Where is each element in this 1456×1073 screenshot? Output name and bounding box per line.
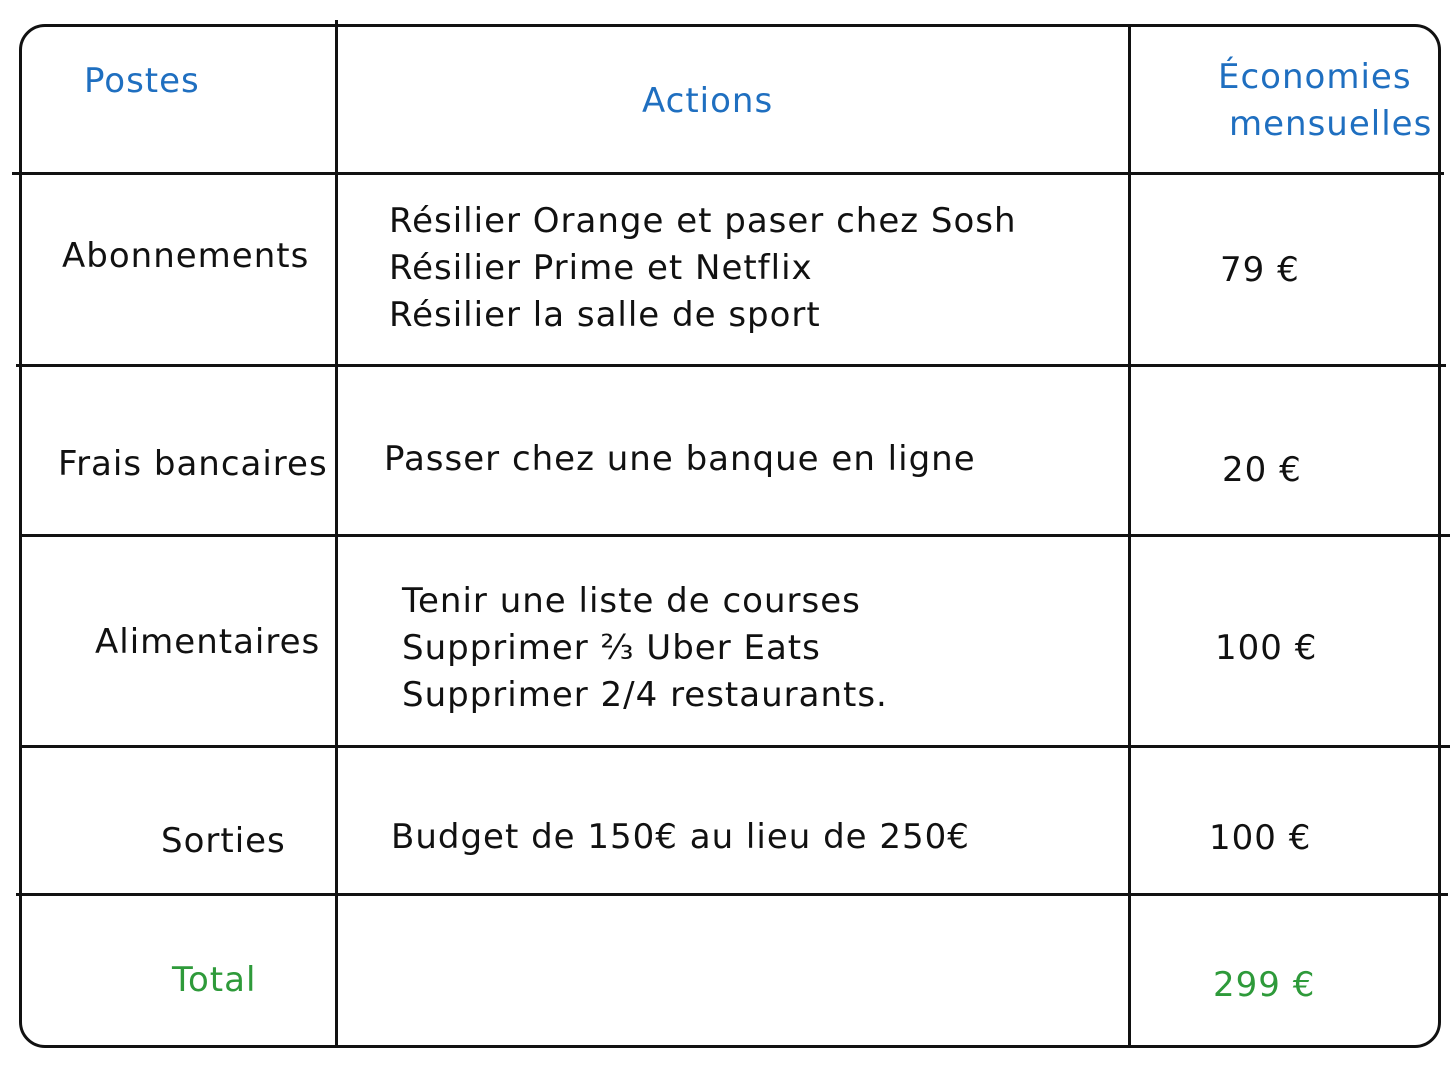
row-sorties-economie: 100 € [1209, 818, 1312, 858]
action-line: Passer chez une banque en ligne [384, 439, 976, 479]
action-line: Supprimer 2/4 restaurants. [402, 675, 888, 715]
row-abonnements-actions [389, 198, 1017, 339]
action-line: Résilier Prime et Netflix [389, 248, 813, 288]
total-value: 299 € [1213, 965, 1316, 1005]
action-line: Supprimer ⅔ Uber Eats [402, 628, 821, 668]
row-divider-4 [20, 745, 1450, 748]
row-abonnements-poste: Abonnements [62, 236, 310, 276]
action-line: Tenir une liste de courses [402, 581, 861, 621]
header-actions: Actions [642, 81, 774, 121]
header-postes: Postes [84, 61, 200, 101]
total-label: Total [172, 960, 257, 1000]
row-divider-1 [12, 172, 1444, 175]
row-frais-bancaires-actions [384, 436, 976, 483]
row-frais-bancaires-poste: Frais bancaires [58, 444, 328, 484]
action-line: Budget de 150€ au lieu de 250€ [391, 817, 970, 857]
row-divider-5 [16, 893, 1448, 896]
action-line: Résilier la salle de sport [389, 295, 821, 335]
row-alimentaires-poste: Alimentaires [95, 622, 321, 662]
header-economies-line1: Économies [1218, 57, 1412, 97]
row-divider-3 [20, 534, 1450, 537]
header-economies-line2: mensuelles [1229, 104, 1433, 144]
action-line: Résilier Orange et paser chez Sosh [389, 201, 1017, 241]
row-divider-2 [16, 364, 1446, 367]
row-sorties-poste: Sorties [161, 821, 286, 861]
row-alimentaires-actions [402, 578, 888, 719]
row-alimentaires-economie: 100 € [1215, 628, 1318, 668]
row-sorties-actions [391, 814, 970, 861]
row-frais-bancaires-economie: 20 € [1222, 450, 1302, 490]
row-abonnements-economie: 79 € [1220, 250, 1300, 290]
